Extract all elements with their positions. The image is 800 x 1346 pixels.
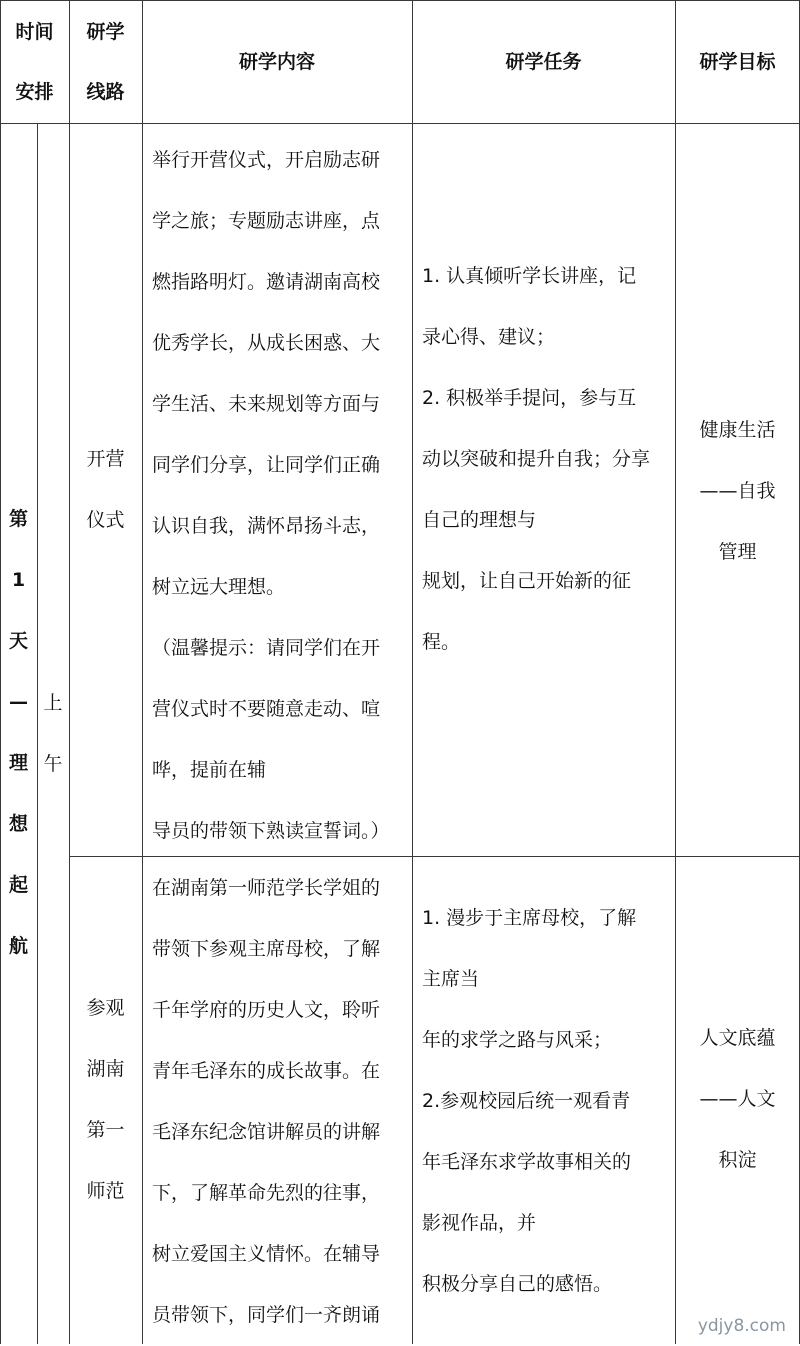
period-char: 午 <box>43 753 63 775</box>
route-line: 开营 <box>86 447 125 470</box>
goal-line: 健康生活 <box>699 419 776 441</box>
header-time-cell <box>0 0 69 123</box>
day-char: 想 <box>8 813 28 835</box>
content-line: 在湖南第一师范学长学姐的 <box>152 877 381 899</box>
task-cell-2 <box>422 888 673 1315</box>
content-line: 优秀学长，从成长困惑、大 <box>152 332 381 354</box>
header-time-line1: 时间 <box>15 20 54 43</box>
route-cell-1 <box>69 123 142 856</box>
header-task-label: 研学任务 <box>505 50 582 73</box>
route-cell-2 <box>69 978 142 1222</box>
route-line: 仪式 <box>86 508 125 531</box>
day-char: 起 <box>8 874 28 896</box>
content-line: 认识自我，满怀昂扬斗志， <box>152 515 381 537</box>
task-line: 影视作品，并 <box>422 1212 537 1234</box>
task-line: 主席当 <box>422 968 480 990</box>
goal-line: 积淀 <box>718 1149 757 1171</box>
task-line: 1. 认真倾听学长讲座，记 <box>422 265 637 287</box>
task-line: 动以突破和提升自我；分享 <box>422 448 651 470</box>
task-line: 规划，让自己开始新的征 <box>422 570 632 592</box>
task-line: 自己的理想与 <box>422 509 537 531</box>
day-char: 1 <box>11 569 26 591</box>
task-line: 年的求学之路与风采； <box>422 1029 613 1051</box>
day-char: 航 <box>8 935 28 957</box>
content-line: 毛泽东纪念馆讲解员的讲解 <box>152 1121 381 1143</box>
task-line: 积极分享自己的感悟。 <box>422 1273 613 1295</box>
day-char: 理 <box>8 752 28 774</box>
content-line: 青年毛泽东的成长故事。在 <box>152 1060 381 1082</box>
content-line: 导员的带领下熟读宣誓词。） <box>152 820 390 842</box>
goal-line: 管理 <box>718 541 757 563</box>
task-line: 2.参观校园后统一观看青 <box>422 1090 631 1112</box>
goal-cell-1 <box>675 400 800 583</box>
task-line: 录心得、建议； <box>422 326 556 348</box>
task-line: 2. 积极举手提问，参与互 <box>422 387 637 409</box>
content-line: 燃指路明灯。邀请湖南高校 <box>152 271 381 293</box>
period-char: 上 <box>43 692 63 714</box>
content-line: 千年学府的历史人文，聆听 <box>152 999 381 1021</box>
goal-line: 人文底蕴 <box>699 1027 776 1049</box>
goal-cell-2 <box>675 1008 800 1191</box>
route-line: 师范 <box>86 1180 125 1202</box>
task-line: 程。 <box>422 631 461 653</box>
route-line: 参观 <box>86 997 125 1019</box>
content-line: 下，了解革命先烈的往事， <box>152 1182 381 1204</box>
header-route-line2: 线路 <box>86 80 125 103</box>
period-cell <box>37 123 69 1344</box>
day-cell <box>0 123 37 1344</box>
task-cell-1 <box>422 246 673 673</box>
content-line: 哗，提前在辅 <box>152 759 267 781</box>
header-time-line2: 安排 <box>15 80 54 103</box>
watermark-text: ydjy8.com <box>697 1316 786 1336</box>
content-line: 同学们分享，让同学们正确 <box>152 454 381 476</box>
content-line: 学生活、未来规划等方面与 <box>152 393 381 415</box>
content-line: 学之旅；专题励志讲座，点 <box>152 210 381 232</box>
route-line: 第一 <box>86 1119 125 1141</box>
header-route-cell <box>69 0 142 123</box>
task-line: 1. 漫步于主席母校，了解 <box>422 907 637 929</box>
goal-line: ——人文 <box>699 1088 776 1110</box>
task-line: 年毛泽东求学故事相关的 <box>422 1151 632 1173</box>
header-content <box>142 0 412 123</box>
content-line: 树立爱国主义情怀。在辅导 <box>152 1243 381 1265</box>
header-route-line1: 研学 <box>86 20 125 43</box>
day-char: 第 <box>8 508 28 530</box>
goal-line: ——自我 <box>699 480 776 502</box>
route-line: 湖南 <box>86 1058 125 1080</box>
content-cell-2 <box>152 858 410 1346</box>
header-goal <box>675 0 800 123</box>
content-line: （温馨提示：请同学们在开 <box>152 637 381 659</box>
day-char: — <box>8 691 28 713</box>
content-line: 带领下参观主席母校，了解 <box>152 938 381 960</box>
header-task <box>412 0 675 123</box>
content-line: 营仪式时不要随意走动、喧 <box>152 698 381 720</box>
content-line: 员带领下，同学们一齐朗诵 <box>152 1304 381 1326</box>
content-cell-1 <box>152 130 410 862</box>
day-char: 天 <box>8 630 28 652</box>
header-content-label: 研学内容 <box>238 50 315 73</box>
header-goal-label: 研学目标 <box>699 50 776 73</box>
content-line: 举行开营仪式，开启励志研 <box>152 149 381 171</box>
content-line: 树立远大理想。 <box>152 576 286 598</box>
